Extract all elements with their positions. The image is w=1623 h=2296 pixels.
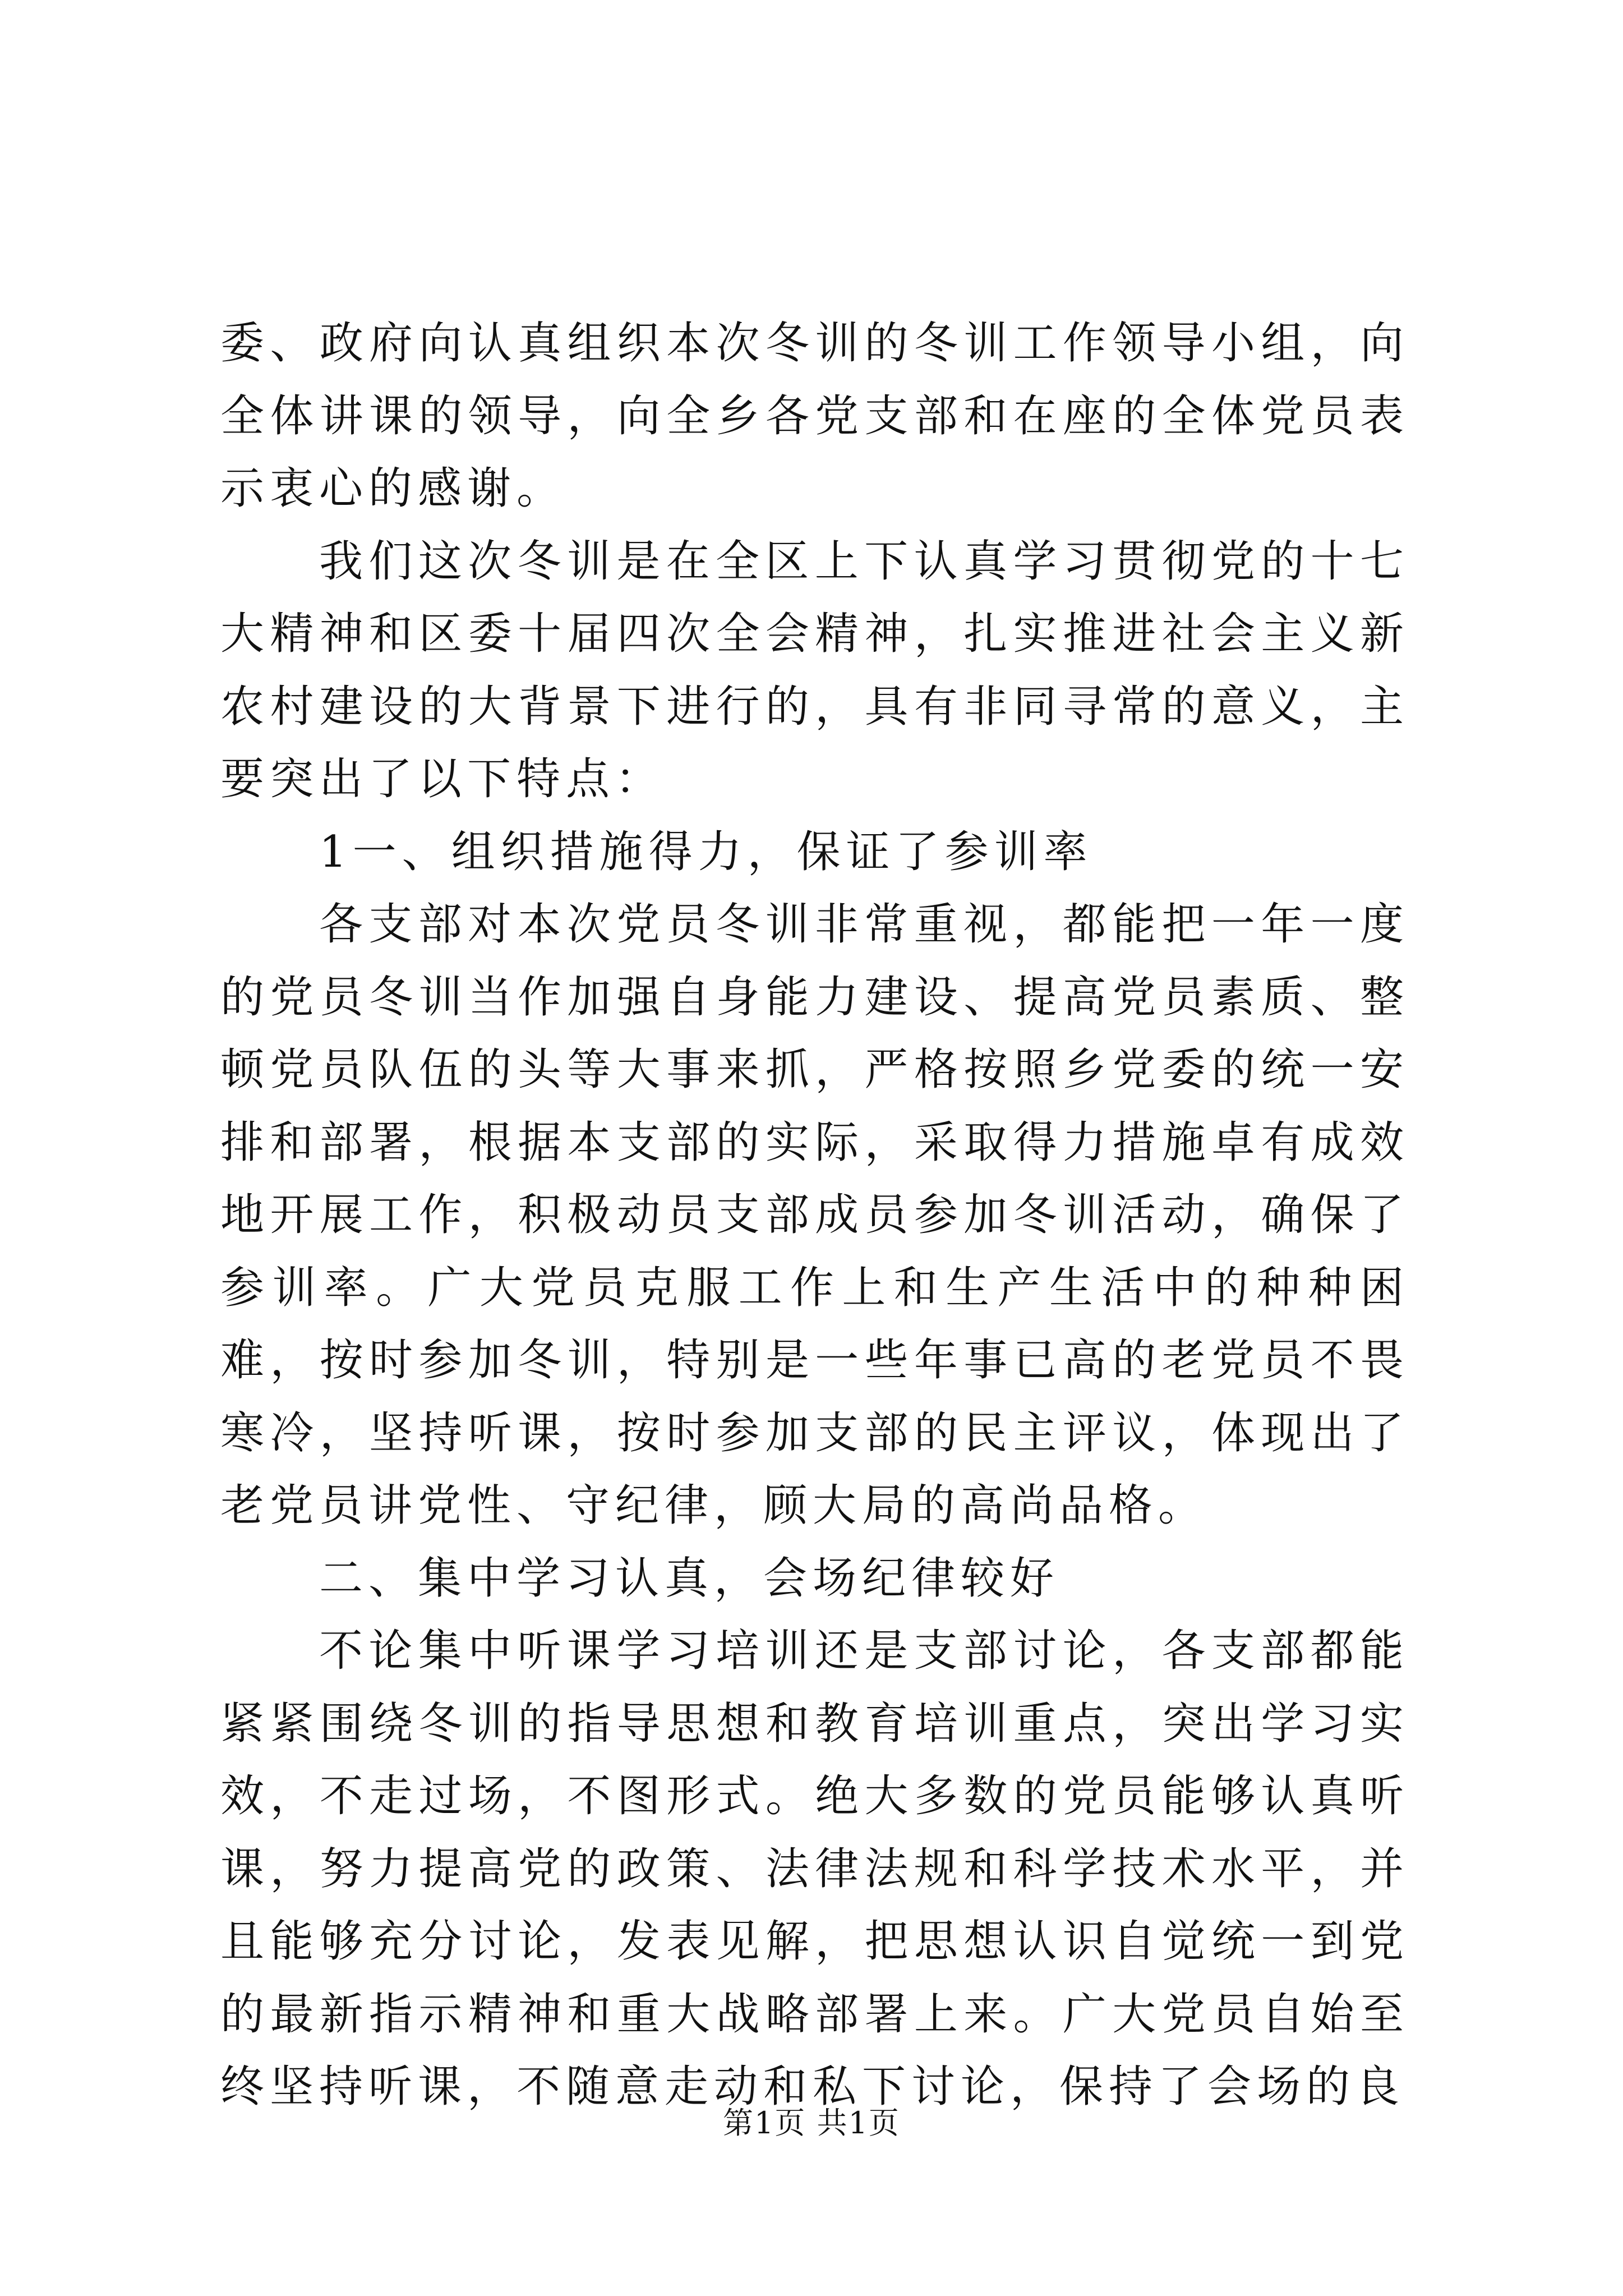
- section-heading-2: 二、集中学习认真，会场纪律较好: [319, 1553, 1060, 1604]
- paragraph-intro: 我们这次冬训是在全区上下认真学习贯彻党的十七大精神和区委十届四次全会精神，扎实推进社会主义新农村建设的大背景下进行的，具有非同寻常的意义，主要突出了以下特点：: [220, 536, 1409, 804]
- paragraph-section-2: 不论集中听课学习培训还是支部讨论，各支部都能紧紧围绕冬训的指导思想和教育培训重点，突出学习实效，不走过场，不图形式。绝大多数的党员能够认真听课，努力提高党的政策、法律法规和科学技术水平，并且能够充分讨论，发表见解，把思想认识自觉统一到党的最新指示精神和重大战略部署上来。广大党员自始至终坚持听课，不随意走动和私下讨论，保持了会场的良: [220, 1626, 1409, 2112]
- page-number-footer: 第1页 共1页: [723, 2105, 900, 2141]
- paragraph-continuation: 委、政府向认真组织本次冬训的冬训工作领导小组，向全体讲课的领导，向全乡各党支部和在座的全体党员表示衷心的感谢。: [220, 318, 1409, 514]
- section-heading-1: 1一、组织措施得力，保证了参训率: [319, 826, 1093, 877]
- paragraph-section-1: 各支部对本次党员冬训非常重视，都能把一年一度的党员冬训当作加强自身能力建设、提高党员素质、整顿党员队伍的头等大事来抓，严格按照乡党委的统一安排和部署，根据本支部的实际，采取得力措施卓有成效地开展工作，积极动员支部成员参加冬训活动，确保了参训率。广大党员克服工作上和生产生活中的种种困难，按时参加冬训，特别是一些年事已高的老党员不畏寒冷，坚持听课，按时参加支部的民主评议，体现出了老党员讲党性、守纪律，顾大局的高尚品格。: [220, 899, 1409, 1531]
- document-body: [220, 307, 1409, 2124]
